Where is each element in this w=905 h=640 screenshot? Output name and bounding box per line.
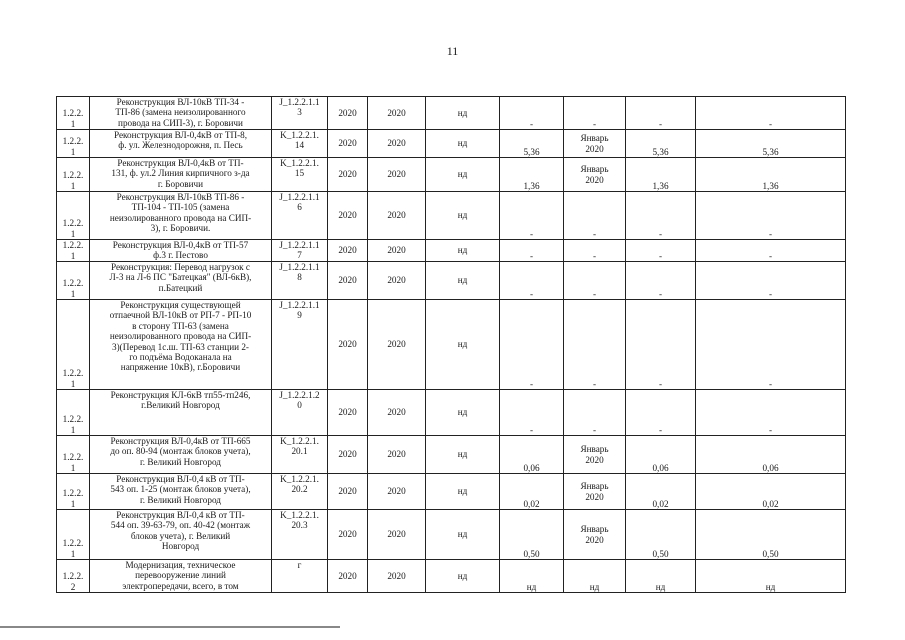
project-name: Реконструкция ВЛ-0,4 кВ от ТП- 543 оп. 1-25 (монтаж блоков учета), г. Великий Новгород (90, 474, 272, 510)
value-2: - (564, 390, 626, 436)
value-2: - (564, 192, 626, 240)
row-number: 1.2.2. 1 (57, 510, 90, 560)
end-year: 2020 (368, 97, 426, 130)
row-number: 1.2.2. 1 (57, 240, 90, 262)
status-cell: нд (426, 510, 500, 560)
end-year: 2020 (368, 192, 426, 240)
scan-edge-line (0, 626, 340, 628)
page-number: 11 (446, 44, 459, 58)
value-3: нд (626, 560, 696, 593)
status-cell: нд (426, 240, 500, 262)
start-year: 2020 (328, 510, 368, 560)
value-4: 0,02 (696, 474, 846, 510)
start-year: 2020 (328, 560, 368, 593)
value-3: 1,36 (626, 158, 696, 192)
row-number: 1.2.2. 1 (57, 97, 90, 130)
status-cell: нд (426, 130, 500, 158)
value-2: Январь 2020 (564, 130, 626, 158)
status-cell: нд (426, 97, 500, 130)
value-3: - (626, 300, 696, 390)
table-row (57, 436, 846, 474)
project-name: Реконструкция ВЛ-0,4кВ от ТП-8, ф. ул. Железнодорожня, п. Песь (90, 130, 272, 158)
value-4: - (696, 262, 846, 300)
table-row (57, 262, 846, 300)
table-row (57, 510, 846, 560)
value-3: - (626, 192, 696, 240)
project-name: Реконструкция КЛ-6кВ тп55-тп246, г.Великий Новгород (90, 390, 272, 436)
project-name: Реконструкция ВЛ-0,4кВ от ТП-57 ф.3 г. Пестово (90, 240, 272, 262)
end-year: 2020 (368, 262, 426, 300)
value-2: Январь 2020 (564, 474, 626, 510)
status-cell: нд (426, 560, 500, 593)
value-4: нд (696, 560, 846, 593)
value-1: 1,36 (500, 158, 564, 192)
project-name: Реконструкция существующей отпаечной ВЛ-10кВ от РП-7 - РП-10 в сторону ТП-63 (замена неизолированного провода на СИП- 3)(Перевод 1с.ш. ТП-63 станции 2- го подъёма Водоканала на напряжение 10кВ), г.Боровичи (90, 300, 272, 390)
value-3: 0,02 (626, 474, 696, 510)
value-3: 5,36 (626, 130, 696, 158)
table-row (57, 560, 846, 593)
value-4: - (696, 192, 846, 240)
project-code: J_1.2.2.1.2 0 (272, 390, 328, 436)
status-cell: нд (426, 262, 500, 300)
status-cell: нд (426, 390, 500, 436)
value-4: - (696, 97, 846, 130)
value-3: - (626, 97, 696, 130)
start-year: 2020 (328, 192, 368, 240)
row-number: 1.2.2. 1 (57, 130, 90, 158)
table-row (57, 390, 846, 436)
value-2: - (564, 97, 626, 130)
start-year: 2020 (328, 390, 368, 436)
value-1: 0,02 (500, 474, 564, 510)
value-1: нд (500, 560, 564, 593)
value-2: Январь 2020 (564, 436, 626, 474)
value-2: - (564, 300, 626, 390)
table-row (57, 474, 846, 510)
project-name: Реконструкция: Перевод нагрузок с Л-3 на Л-6 ПС "Батецкая" (ВЛ-6кВ), п.Батецкий (90, 262, 272, 300)
value-4: 1,36 (696, 158, 846, 192)
project-code: J_1.2.2.1.1 8 (272, 262, 328, 300)
value-4: 0,50 (696, 510, 846, 560)
row-number: 1.2.2. 1 (57, 390, 90, 436)
project-name: Реконструкция ВЛ-0,4 кВ от ТП- 544 оп. 39-63-79, оп. 40-42 (монтаж блоков учета), г. Великий Новгород (90, 510, 272, 560)
project-code: K_1.2.2.1. 14 (272, 130, 328, 158)
value-1: - (500, 262, 564, 300)
status-cell: нд (426, 158, 500, 192)
value-1: - (500, 97, 564, 130)
value-1: - (500, 192, 564, 240)
end-year: 2020 (368, 474, 426, 510)
project-name: Реконструкция ВЛ-10кВ ТП-34 - ТП-86 (замена неизолированного провода на СИП-3), г. Боровичи (90, 97, 272, 130)
start-year: 2020 (328, 130, 368, 158)
value-1: 5,36 (500, 130, 564, 158)
end-year: 2020 (368, 300, 426, 390)
value-2: - (564, 240, 626, 262)
row-number: 1.2.2. 1 (57, 474, 90, 510)
value-3: - (626, 390, 696, 436)
project-name: Реконструкция ВЛ-10кВ ТП-86 - ТП-104 - ТП-105 (замена неизолированного провода на СИП- 3), г. Боровичи. (90, 192, 272, 240)
value-2: Январь 2020 (564, 158, 626, 192)
project-code: J_1.2.2.1.1 3 (272, 97, 328, 130)
status-cell: нд (426, 436, 500, 474)
table-row (57, 97, 846, 130)
start-year: 2020 (328, 97, 368, 130)
table-row (57, 300, 846, 390)
table-row (57, 192, 846, 240)
end-year: 2020 (368, 158, 426, 192)
value-4: 5,36 (696, 130, 846, 158)
end-year: 2020 (368, 560, 426, 593)
row-number: 1.2.2. 1 (57, 262, 90, 300)
table-row (57, 158, 846, 192)
row-number: 1.2.2. 1 (57, 192, 90, 240)
project-name: Реконструкция ВЛ-0,4кВ от ТП- 131, ф. ул.2 Линия кирпичного з-да г. Боровичи (90, 158, 272, 192)
project-code: K_1.2.2.1. 20.3 (272, 510, 328, 560)
end-year: 2020 (368, 510, 426, 560)
project-code: K_1.2.2.1. 20.2 (272, 474, 328, 510)
start-year: 2020 (328, 240, 368, 262)
value-3: 0,06 (626, 436, 696, 474)
project-code: K_1.2.2.1. 20.1 (272, 436, 328, 474)
investment-program-table (56, 96, 846, 593)
end-year: 2020 (368, 390, 426, 436)
end-year: 2020 (368, 436, 426, 474)
project-code: K_1.2.2.1. 15 (272, 158, 328, 192)
status-cell: нд (426, 300, 500, 390)
start-year: 2020 (328, 474, 368, 510)
value-4: 0,06 (696, 436, 846, 474)
status-cell: нд (426, 192, 500, 240)
value-4: - (696, 300, 846, 390)
project-code: J_1.2.2.1.1 6 (272, 192, 328, 240)
project-code: J_1.2.2.1.1 9 (272, 300, 328, 390)
value-1: - (500, 390, 564, 436)
value-3: - (626, 240, 696, 262)
start-year: 2020 (328, 436, 368, 474)
table-row (57, 130, 846, 158)
start-year: 2020 (328, 262, 368, 300)
table-body (57, 97, 846, 593)
value-2: - (564, 262, 626, 300)
value-2: нд (564, 560, 626, 593)
project-name: Модернизация, техническое перевооружение линий электропередачи, всего, в том (90, 560, 272, 593)
project-code: J_1.2.2.1.1 7 (272, 240, 328, 262)
project-code: г (272, 560, 328, 593)
value-1: 0,06 (500, 436, 564, 474)
value-1: - (500, 240, 564, 262)
value-2: Январь 2020 (564, 510, 626, 560)
row-number: 1.2.2. 1 (57, 300, 90, 390)
value-4: - (696, 390, 846, 436)
row-number: 1.2.2. 2 (57, 560, 90, 593)
end-year: 2020 (368, 130, 426, 158)
value-1: - (500, 300, 564, 390)
value-1: 0,50 (500, 510, 564, 560)
row-number: 1.2.2. 1 (57, 158, 90, 192)
row-number: 1.2.2. 1 (57, 436, 90, 474)
status-cell: нд (426, 474, 500, 510)
value-3: 0,50 (626, 510, 696, 560)
start-year: 2020 (328, 300, 368, 390)
value-3: - (626, 262, 696, 300)
value-4: - (696, 240, 846, 262)
start-year: 2020 (328, 158, 368, 192)
project-name: Реконструкция ВЛ-0,4кВ от ТП-665 до оп. 80-94 (монтаж блоков учета), г. Великий Новгород (90, 436, 272, 474)
table-row (57, 240, 846, 262)
end-year: 2020 (368, 240, 426, 262)
